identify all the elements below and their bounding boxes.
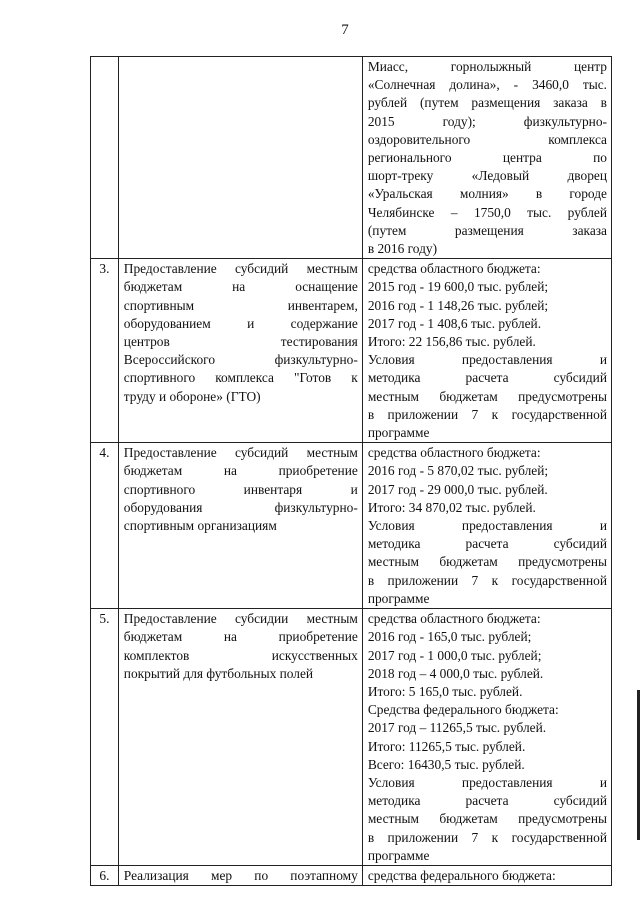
table-row — [91, 57, 612, 259]
funding-line: Челябинске – 1750,0 тыс. рублей — [367, 204, 607, 220]
funding-cell — [362, 609, 611, 866]
measure-name-cell — [118, 609, 362, 866]
funding-line: Итого: 34 870,02 тыс. рублей. — [367, 499, 536, 515]
funding-cell — [362, 259, 611, 443]
funding-line: местным бюджетам предусмотрены — [367, 388, 607, 404]
row-number: 5. — [91, 609, 119, 866]
measure-name-line: бюджетам на оснащение — [123, 279, 358, 295]
table-row — [91, 865, 612, 885]
funding-line: Итого: 22 156,86 тыс. рублей. — [367, 334, 536, 350]
table-body — [91, 57, 612, 886]
measure-name-cell — [118, 57, 362, 259]
measure-name-line: спортивным организациям — [123, 518, 277, 534]
funding-line: 2015 год - 19 600,0 тыс. рублей; — [367, 279, 549, 295]
funding-line: (путем размещения заказа — [367, 222, 607, 238]
funding-cell — [362, 443, 611, 609]
funding-line: средства областного бюджета: — [367, 611, 541, 627]
funding-line: Итого: 11265,5 тыс. рублей. — [367, 738, 526, 754]
funding-line: Условия предоставления и — [367, 518, 607, 534]
page-number: 7 — [341, 22, 349, 38]
measure-name-cell — [118, 865, 362, 885]
row-number: 6. — [91, 865, 119, 885]
measure-name-line: спортивного комплекса "Готов к — [123, 370, 358, 386]
measure-name-line: Предоставление субсидий местным — [123, 261, 358, 277]
measure-name-line: бюджетам на приобретение — [123, 629, 358, 645]
funding-line: методика расчета субсидий — [367, 793, 607, 809]
measure-name-cell — [118, 443, 362, 609]
funding-line: методика расчета субсидий — [367, 370, 607, 386]
funding-line: в приложении 7 к государственной — [367, 406, 607, 422]
funding-line: Условия предоставления и — [367, 774, 607, 790]
funding-line: «Уральская молния» в городе — [367, 186, 607, 202]
measure-name-line: спортивным инвентарем, — [123, 297, 358, 313]
row-number: 3. — [91, 259, 119, 443]
measure-name-line: спортивного инвентаря и — [123, 481, 358, 497]
funding-line: программе — [367, 847, 430, 863]
measure-name-line: покрытий для футбольных полей — [123, 665, 314, 681]
funding-line: регионального центра по — [367, 150, 607, 166]
funding-line: 2017 год - 1 000,0 тыс. рублей; — [367, 647, 542, 663]
funding-line: средства областного бюджета: — [367, 261, 541, 277]
funding-line: местным бюджетам предусмотрены — [367, 554, 607, 570]
measure-name-line: оборудования физкультурно- — [123, 499, 358, 515]
row-number — [91, 57, 119, 259]
funding-line: Миасс, горнолыжный центр — [367, 59, 607, 74]
funding-line: 2016 год - 1 148,26 тыс. рублей; — [367, 297, 549, 313]
funding-line: 2017 год - 1 408,6 тыс. рублей. — [367, 315, 542, 331]
funding-line: Итого: 5 165,0 тыс. рублей. — [367, 683, 523, 699]
funding-line: в приложении 7 к государственной — [367, 829, 607, 845]
funding-line: 2016 год - 5 870,02 тыс. рублей; — [367, 463, 549, 479]
measure-name-line: Всероссийского физкультурно- — [123, 352, 358, 368]
funding-line: оздоровительного комплекса — [367, 131, 607, 147]
measure-name-line: труду и обороне» (ГТО) — [123, 388, 261, 404]
row-number: 4. — [91, 443, 119, 609]
measure-name-line: Предоставление субсидии местным — [123, 611, 358, 627]
funding-line: в приложении 7 к государственной — [367, 572, 607, 588]
funding-line: в 2016 году) — [367, 241, 438, 257]
funding-line: 2015 году); физкультурно- — [367, 113, 607, 129]
funding-line: «Солнечная долина», - 3460,0 тыс. — [367, 77, 607, 93]
funding-cell — [362, 57, 611, 259]
funding-line: шорт-треку «Ледовый дворец — [367, 168, 607, 184]
funding-line: Условия предоставления и — [367, 352, 607, 368]
table-row — [91, 609, 612, 866]
measure-name-cell — [118, 259, 362, 443]
funding-line: программе — [367, 590, 430, 606]
funding-line: 2017 год – 11265,5 тыс. рублей. — [367, 720, 547, 736]
funding-line: программе — [367, 425, 430, 441]
program-measures-table — [90, 56, 612, 886]
measure-name-line: бюджетам на приобретение — [123, 463, 358, 479]
measure-name-line: оборудованием и содержание — [123, 315, 358, 331]
measure-name-line: центров тестирования — [123, 334, 358, 350]
funding-line: 2016 год - 165,0 тыс. рублей; — [367, 629, 532, 645]
table-row — [91, 443, 612, 609]
funding-cell — [362, 865, 611, 885]
funding-line: рублей (путем размещения заказа в — [367, 95, 607, 111]
funding-line: 2018 год – 4 000,0 тыс. рублей. — [367, 665, 544, 681]
funding-line: 2017 год - 29 000,0 тыс. рублей. — [367, 481, 548, 497]
funding-line: средства областного бюджета: — [367, 445, 541, 461]
funding-line: методика расчета субсидий — [367, 536, 607, 552]
funding-line: местным бюджетам предусмотрены — [367, 811, 607, 827]
funding-line: Всего: 16430,5 тыс. рублей. — [367, 756, 525, 772]
table-row — [91, 259, 612, 443]
measure-name-line: Предоставление субсидий местным — [123, 445, 358, 461]
funding-line: Средства федерального бюджета: — [367, 702, 559, 718]
measure-name-line: комплектов искусственных — [123, 647, 358, 663]
funding-line: средства федерального бюджета: — [367, 867, 556, 883]
measure-name-line: Реализация мер по поэтапному — [123, 867, 358, 883]
